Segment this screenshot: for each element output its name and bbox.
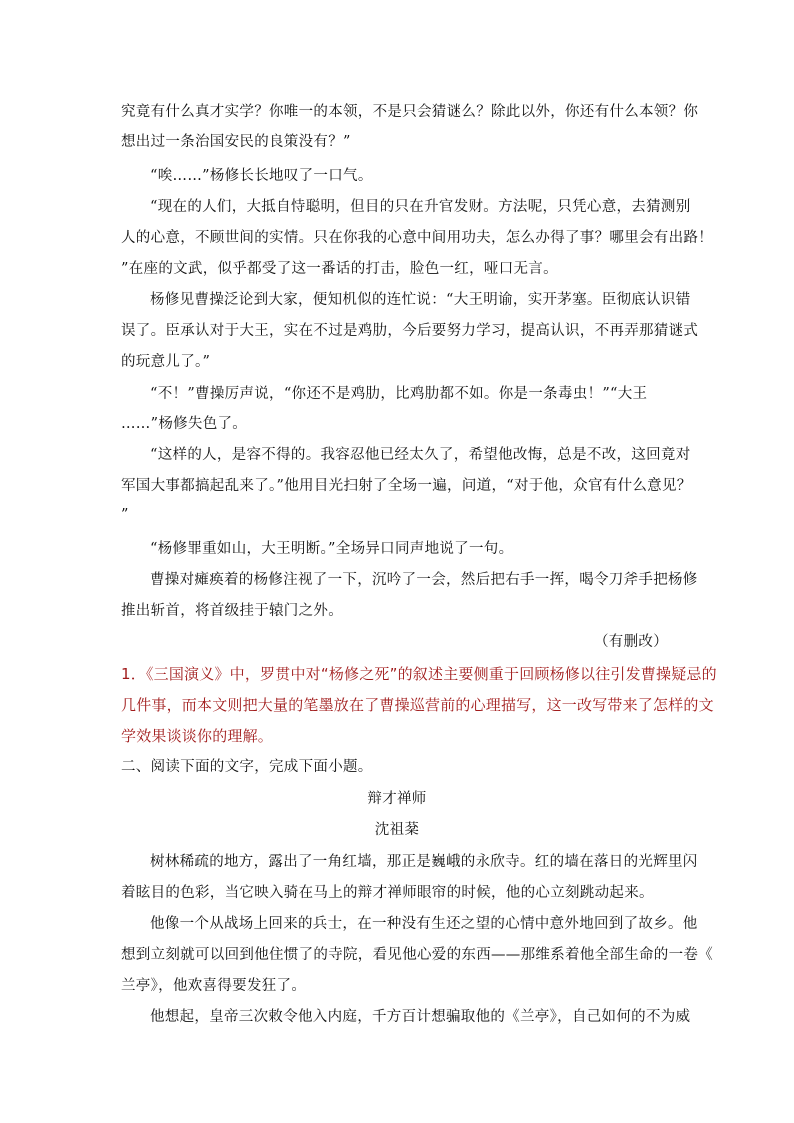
section-heading: 二、阅读下面的文字，完成下面小题。 (121, 759, 373, 775)
passage-line: 究竟有什么真才实学？你唯一的本领，不是只会猜谜么？除此以外，你还有什么本领？你 (121, 104, 699, 120)
passage-line: 人的心意，不顾世间的实情。只在你我的心意中间用功夫，怎么办得了事？哪里会有出路！ (121, 230, 713, 246)
story-line: 想到立刻就可以回到他住惯了的寺院，看见他心爱的东西——那维系着他全部生命的一卷《 (121, 947, 713, 963)
story-author: 沈祖棻 (374, 822, 420, 838)
passage-line: 推出斩首，将首级挂于辕门之外。 (121, 603, 343, 619)
passage-line: “唉……”杨修长长地叹了一口气。 (150, 168, 373, 184)
passage-line: 军国大事都搞起乱来了。”他用目光扫射了全场一遍，问道，“对于他，众官有什么意见？ (121, 478, 692, 494)
story-line: 树林稀疏的地方，露出了一角红墙，那正是巍峨的永欣寺。红的墙在落日的光辉里闪 (150, 854, 698, 870)
story-line: 他像一个从战场上回来的兵士，在一种没有生还之望的心情中意外地回到了故乡。他 (150, 916, 698, 932)
passage-line: 的玩意儿了。” (121, 354, 211, 370)
story-title: 辩才禅师 (367, 791, 427, 807)
question-line: 几件事，而本文则把大量的笔墨放在了曹操巡营前的心理描写，这一改写带来了怎样的文 (121, 696, 714, 714)
passage-line: 杨修见曹操泛论到大家，便知机似的连忙说：“大王明谕，实开茅塞。臣彻底认识错 (150, 292, 691, 308)
passage-line: ”在座的文武，似乎都受了这一番话的打击，脸色一红，哑口无言。 (121, 261, 558, 277)
passage-line: 想出过一条治国安民的良策没有？” (121, 134, 351, 150)
story-line: 兰亭》，他欢喜得要发狂了。 (121, 978, 307, 994)
passage-line: “这样的人，是容不得的。我容忍他已经太久了，希望他改悔，总是不改，这回竟对 (150, 447, 691, 463)
question-line: 学效果谈谈你的理解。 (121, 727, 274, 745)
passage-line: “不！”曹操厉声说，“你还不是鸡肋，比鸡肋都不如。你是一条毒虫！”“大王 (150, 386, 648, 402)
passage-line: 曹操对瘫痪着的杨修注视了一下，沉吟了一会，然后把右手一挥，喝令刀斧手把杨修 (150, 572, 698, 588)
story-line: 着眩目的色彩，当它映入骑在马上的辩才禅师眼帘的时候，他的心立刻跳动起来。 (121, 885, 654, 901)
passage-line: ” (121, 507, 129, 523)
source-note: （有删改） (594, 634, 668, 650)
story-line: 他想起，皇帝三次敕令他入内庭，千方百计想骗取他的《兰亭》，自己如何的不为威 (150, 1009, 691, 1025)
passage-line: “杨修罪重如山，大王明断。”全场异口同声地说了一句。 (150, 541, 514, 557)
passage-line: ……”杨修失色了。 (121, 416, 248, 432)
question-line: 1．《三国演义》中，罗贯中对“杨修之死”的叙述主要侧重于回顾杨修以往引发曹操疑忌的 (121, 665, 717, 683)
passage-line: 误了。臣承认对于大王，实在不过是鸡肋，今后要努力学习，提高认识，不再弄那猜谜式 (121, 323, 699, 339)
passage-line: “现在的人们，大抵自恃聪明，但目的只在升官发财。方法呢，只凭心意，去猜测别 (150, 199, 691, 215)
